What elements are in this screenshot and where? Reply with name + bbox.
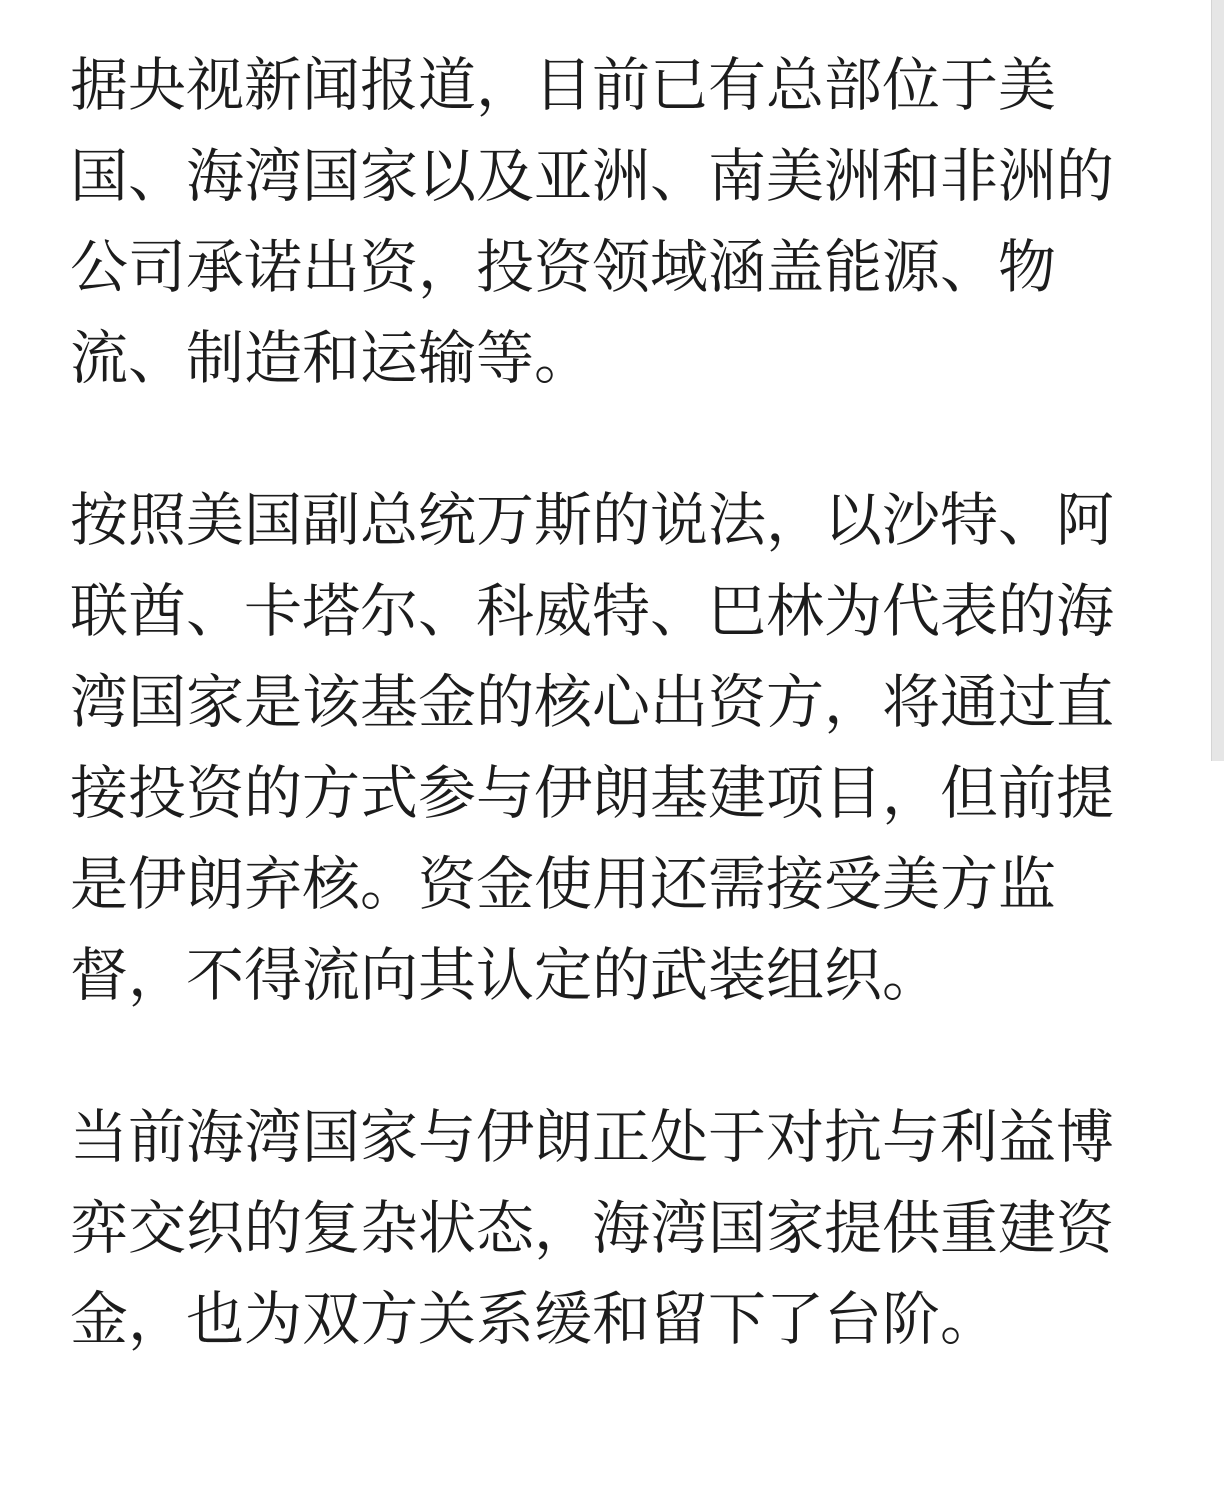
- paragraph-line: 流、制造和运输等。: [70, 324, 593, 392]
- vertical-scrollbar[interactable]: [1210, 0, 1224, 1492]
- paragraph-line: 当前海湾国家与伊朗正处于对抗与利益博: [70, 1103, 1115, 1171]
- paragraph-line: 国、海湾国家以及亚洲、南美洲和非洲的: [70, 142, 1115, 210]
- paragraph-2: [70, 475, 1150, 1021]
- paragraph-line: 联酋、卡塔尔、科威特、巴林为代表的海: [70, 577, 1115, 645]
- paragraph-line: 据央视新闻报道，目前已有总部位于美: [70, 51, 1057, 119]
- article-body: [70, 40, 1150, 1436]
- paragraph-line: 弈交织的复杂状态，海湾国家提供重建资: [70, 1194, 1115, 1262]
- paragraph-line: 是伊朗弃核。资金使用还需接受美方监: [70, 850, 1057, 918]
- paragraph-line: 按照美国副总统万斯的说法，以沙特、阿: [70, 486, 1115, 554]
- paragraph-line: 金，也为双方关系缓和留下了台阶。: [70, 1285, 999, 1353]
- paragraph-3: [70, 1092, 1150, 1365]
- paragraph-line: 督，不得流向其认定的武装组织。: [70, 941, 941, 1009]
- paragraph-line: 接投资的方式参与伊朗基建项目，但前提: [70, 759, 1115, 827]
- scrollbar-thumb[interactable]: [1211, 0, 1224, 761]
- paragraph-1: [70, 40, 1150, 404]
- paragraph-line: 公司承诺出资，投资领域涵盖能源、物: [70, 233, 1057, 301]
- paragraph-line: 湾国家是该基金的核心出资方，将通过直: [70, 668, 1115, 736]
